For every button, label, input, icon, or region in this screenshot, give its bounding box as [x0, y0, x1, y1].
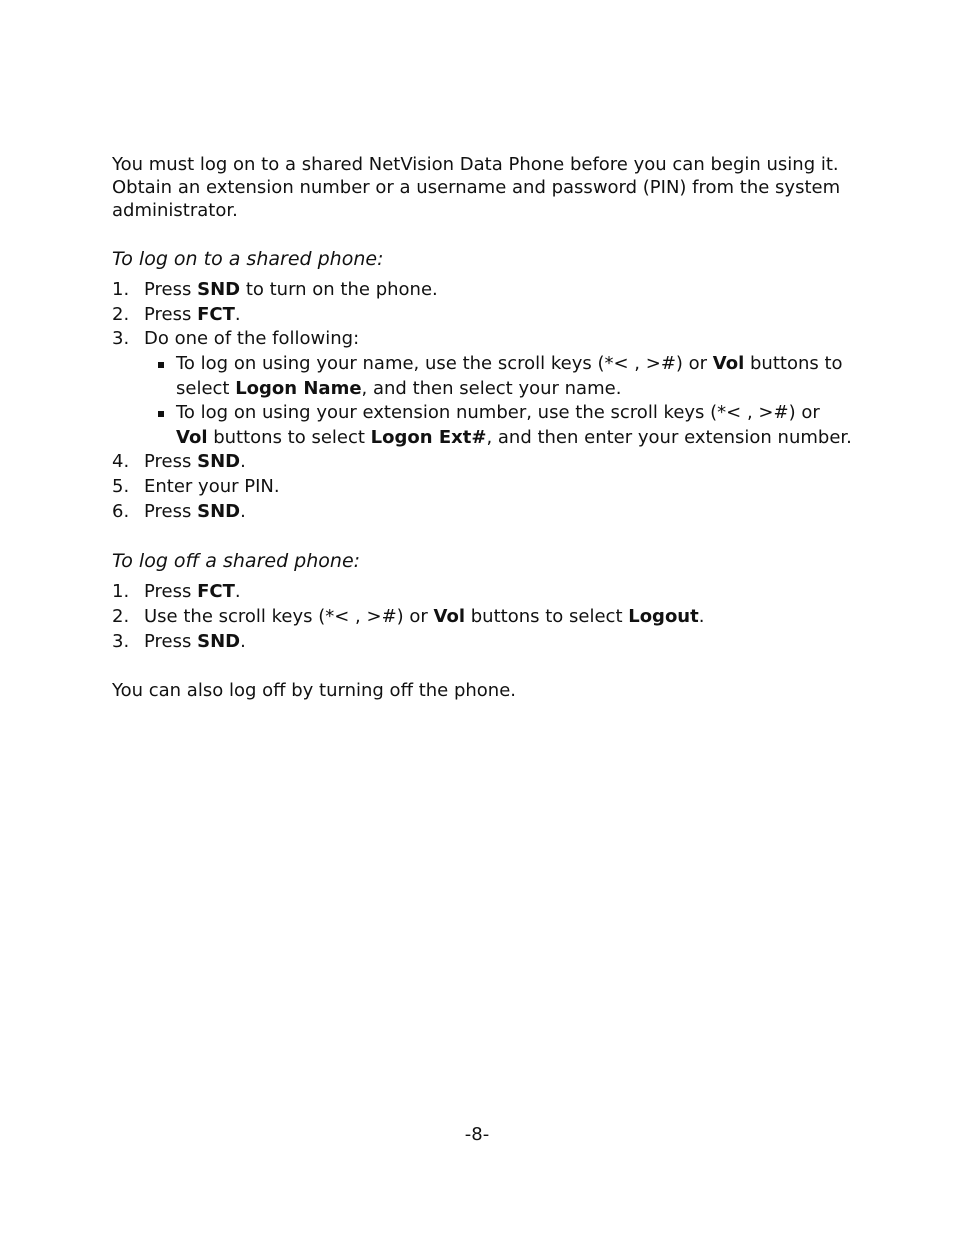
list-item: 3. Press SND.	[112, 630, 246, 652]
logoff-heading: To log off a shared phone:	[112, 550, 361, 573]
square-bullet-icon	[158, 411, 164, 417]
bullet-item: To log on using your name, use the scroll keys (*< , >#) or Vol buttons to select Logon Name, and then select your name.	[144, 352, 852, 401]
closing-paragraph: You can also log off by turning off the phone.	[112, 680, 517, 702]
list-item: 1. Press SND to turn on the phone.	[112, 279, 438, 300]
page-number: -8-	[464, 1124, 490, 1145]
document-body	[112, 153, 852, 702]
list-item: 3. Do one of the following: To log on using your name, use the scroll keys (*< , >#) or Vol buttons to select Logon Name, and then select your name. To log on using your extension number, use the scroll keys (*< , >#) or Vol buttons to select Logon Ext#, and then enter your extension number.	[112, 327, 852, 450]
list-item: 6. Press SND.	[112, 500, 246, 522]
intro-paragraph: You must log on to a shared NetVision Data Phone before you can begin using it. Obtain an extension number or a username and password (PIN) from the system administrator.	[112, 154, 841, 221]
list-item: 1. Press FCT.	[112, 581, 241, 603]
list-item: 2. Use the scroll keys (*< , >#) or Vol buttons to select Logout.	[112, 605, 705, 627]
logon-heading: To log on to a shared phone:	[112, 248, 384, 270]
logoff-steps	[112, 580, 852, 654]
logon-steps	[112, 278, 852, 524]
list-item: 5. Enter your PIN.	[112, 475, 280, 497]
square-bullet-icon	[158, 362, 164, 368]
bullet-item: To log on using your extension number, use the scroll keys (*< , >#) or Vol buttons to select Logon Ext#, and then enter your extension number.	[144, 401, 852, 450]
option-bullets	[144, 352, 852, 450]
list-item: 4. Press SND.	[112, 451, 246, 473]
list-item: 2. Press FCT.	[112, 303, 241, 325]
